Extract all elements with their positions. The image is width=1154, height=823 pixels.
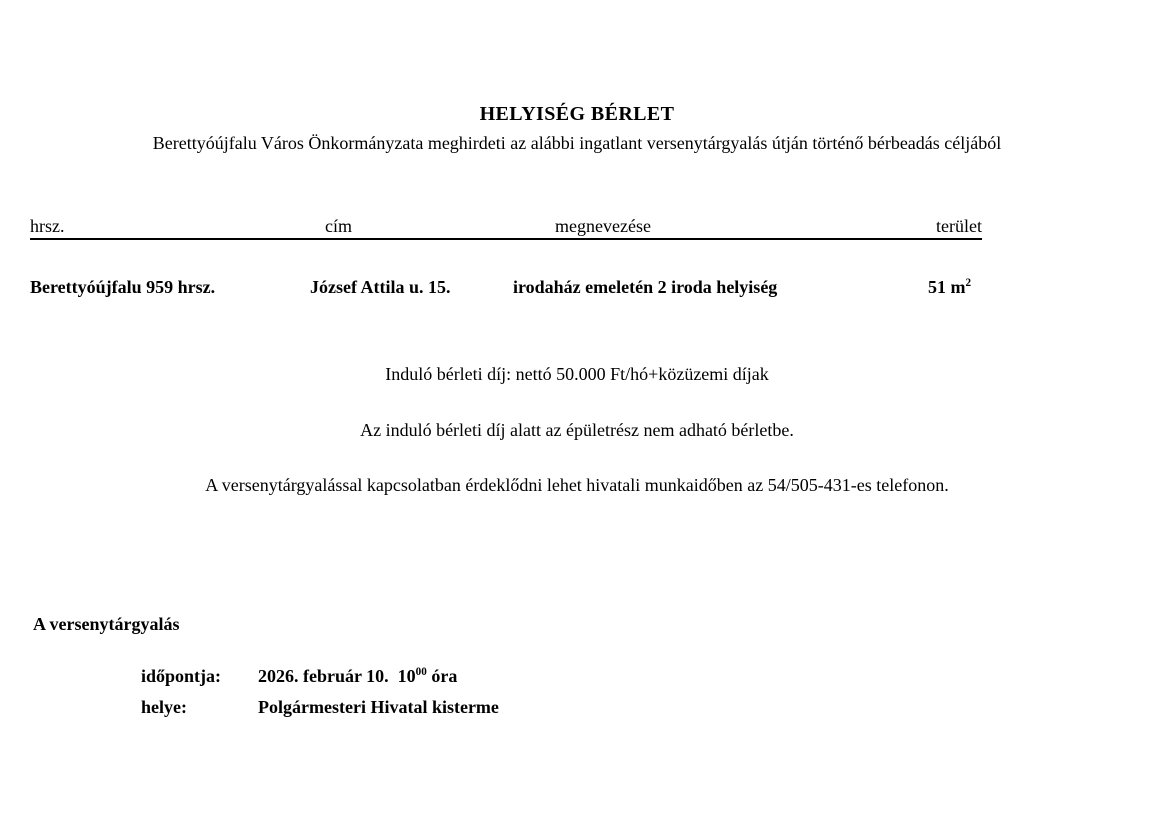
auction-time-value-main: 2026. február 10. 10 <box>258 666 416 686</box>
property-area-value: 51 m <box>928 277 966 297</box>
paragraph-minimum-rent-rule: Az induló bérleti díj alatt az épületrész nem adható bérletbe. <box>360 420 794 440</box>
property-description: irodaház emeletén 2 iroda helyiség <box>513 277 778 297</box>
column-header-megnevezese: megnevezése <box>555 216 651 236</box>
document-title: HELYISÉG BÉRLET <box>479 103 675 125</box>
document-subtitle: Berettyóújfalu Város Önkormányzata meghirdeti az alábbi ingatlant versenytárgyalás útján történő bérbeadás céljából <box>152 133 1002 153</box>
property-area-superscript: 2 <box>965 277 972 289</box>
paragraph-contact-info: A versenytárgyalással kapcsolatban érdeklődni lehet hivatali munkaidőben az 54/505-431-es telefonon. <box>205 475 949 495</box>
column-header-cim: cím <box>325 216 352 236</box>
column-header-terulet: terület <box>936 216 982 236</box>
property-row <box>30 275 982 299</box>
column-header-hrsz: hrsz. <box>30 216 65 236</box>
auction-time-value-tail: óra <box>426 666 458 686</box>
auction-place-label: helye: <box>141 697 187 717</box>
table-header-row <box>30 215 982 240</box>
property-parcel-number: Berettyóújfalu 959 hrsz. <box>30 277 216 297</box>
auction-section-heading: A versenytárgyalás <box>33 614 180 634</box>
property-address: József Attila u. 15. <box>310 277 451 297</box>
auction-place-value: Polgármesteri Hivatal kisterme <box>258 697 499 717</box>
property-area <box>928 275 971 299</box>
paragraph-starting-rent: Induló bérleti díj: nettó 50.000 Ft/hó+közüzemi díjak <box>385 364 769 384</box>
auction-place-row <box>123 676 499 739</box>
auction-time-value-superscript: 00 <box>415 666 427 678</box>
auction-time-label: időpontja: <box>141 666 222 686</box>
